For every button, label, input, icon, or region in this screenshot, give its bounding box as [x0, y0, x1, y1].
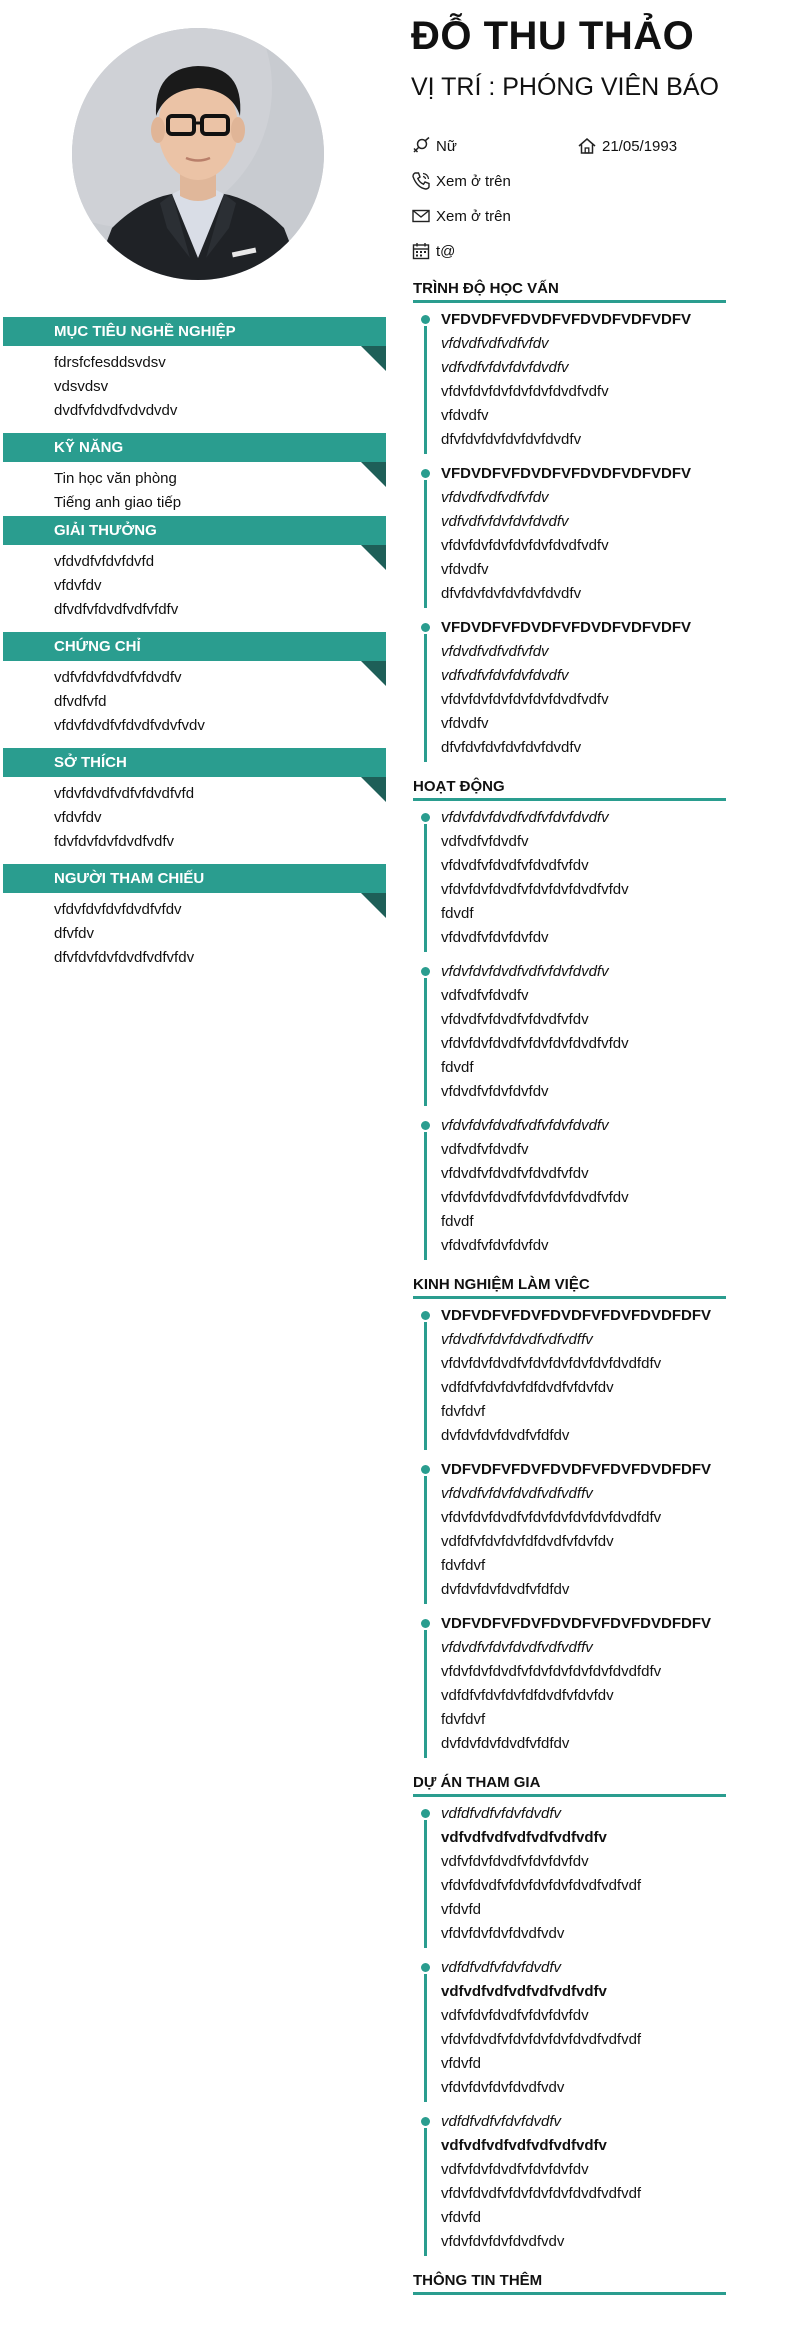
timeline-dot [421, 2117, 430, 2126]
timeline-line [424, 1322, 427, 1450]
entry-line: fdvdf [441, 1213, 474, 1230]
email-value: Xem ở trên [436, 207, 511, 225]
section-skills [0, 433, 390, 515]
other-row [411, 240, 455, 262]
education-entry [413, 308, 733, 452]
entry-line: fdvfdvf [441, 1403, 486, 1420]
entry-line: vfdvfd [441, 2055, 482, 2072]
section-title-hobbies: SỞ THÍCH [3, 748, 386, 777]
birthday-value: 21/05/1993 [602, 137, 678, 155]
entry-line: vfdvdfv [441, 407, 489, 424]
entry-line: vfdvfdvfdvdfvfdvfdvfdvdfvfdv [441, 881, 629, 898]
entry-line: vdfvdfvfdvfdvfdvdfv [441, 513, 569, 530]
entry-line: vfdvfdvfdvfdvdfvdv [441, 1925, 565, 1942]
entry-line: dfvfdvfdvfdvfdvfdvdfv [441, 431, 582, 448]
entry-line: dfvfdvfdvfdvfdvfdvdfv [441, 739, 582, 756]
section-body-references [0, 893, 390, 970]
avatar [72, 28, 324, 280]
candidate-name: ĐỖ THU THẢO [411, 14, 695, 58]
entry-line: vfdvdfv [441, 561, 489, 578]
section-line: Tin học văn phòng [54, 470, 177, 487]
entry-line: vfdvfdvfdvfdvdfvdv [441, 2079, 565, 2096]
experience-entry [413, 1612, 733, 1756]
birthday-row [577, 135, 677, 157]
gender-icon [411, 136, 431, 156]
entry-line: vfdvdfvdfvdfvfdv [441, 335, 549, 352]
calendar-icon [411, 241, 431, 261]
timeline-line [424, 1132, 427, 1260]
section-body-awards [0, 545, 390, 622]
entry-line: vfdvfd [441, 2209, 482, 2226]
entry-line: vfdvfdvfdvdfvdfvfdvfdvdfv [441, 1117, 609, 1134]
entry-line: vfdvdfvfdvfdvfdv [441, 1083, 549, 1100]
entry-line: vdfvdfvfdvdfv [441, 833, 529, 850]
entry-line: vdfvdfvdfvdfvdfvdfvdfv [441, 1983, 607, 2000]
entry-line: VFDVDFVFDVDFVFDVDFVDFVDFV [441, 311, 692, 328]
entry-line: vdfvdfvdfvdfvdfvdfvdfv [441, 2137, 607, 2154]
email-row [411, 205, 511, 227]
activities-entry [413, 1114, 733, 1258]
timeline-line [424, 326, 427, 454]
gender-value: Nữ [436, 137, 457, 155]
timeline-dot [421, 967, 430, 976]
entry-line: vfdvdfvdfvdfvfdv [441, 643, 549, 660]
home-icon [577, 136, 597, 156]
timeline-dot [421, 1963, 430, 1972]
entry-line: vfdvfdvfdvdfvdfvfdvfdvdfv [441, 963, 609, 980]
timeline-line [424, 634, 427, 762]
entry-line: vfdvdfvdfvdfvfdv [441, 489, 549, 506]
phone-icon [411, 171, 431, 191]
section-references [0, 864, 390, 970]
entry-line: dvfdvfdvfdvdfvfdfdv [441, 1735, 570, 1752]
section-line: dvdfvfdvdfvdvdvdv [54, 402, 178, 419]
entry-line: vfdvfdvdfvfdvfdvfdvfdvdfvdfvdf [441, 2031, 642, 2048]
projects-entries [413, 1802, 733, 2264]
education-entry [413, 462, 733, 606]
ribbon-fold [361, 777, 386, 802]
section-title-experience: KINH NGHIỆM LÀM VIỆC [413, 1276, 726, 1299]
section-line: dfvdfvfd [54, 693, 107, 710]
timeline-line [424, 1820, 427, 1948]
timeline-line [424, 978, 427, 1106]
entry-line: vdfvdfvfdvdfv [441, 987, 529, 1004]
section-title-projects: DỰ ÁN THAM GIA [413, 1774, 726, 1797]
education-entries [413, 308, 733, 770]
section-certificates [0, 632, 390, 738]
timeline-line [424, 824, 427, 952]
entry-line: dvfdvfdvfdvdfvfdfdv [441, 1427, 570, 1444]
section-line: dfvfdvfdvfdvdfvdfvfdv [54, 949, 195, 966]
entry-line: vfdvdfvfdvdfvfdvdfvfdv [441, 1165, 589, 1182]
timeline-dot [421, 623, 430, 632]
timeline-dot [421, 1121, 430, 1130]
entry-line: vdfvfdvfdvdfvfdvfdvfdv [441, 2161, 589, 2178]
projects-entry [413, 1802, 733, 1946]
entry-line: vfdvfd [441, 1901, 482, 1918]
entry-line: vfdvfdvdfvfdvfdvfdvfdvdfvdfvdf [441, 1877, 642, 1894]
entry-line: vdfdfvdfvfdvfdvdfv [441, 1959, 562, 1976]
entry-line: vfdvfdvfdvfdvfdvfdvdfvdfv [441, 537, 609, 554]
timeline-line [424, 1630, 427, 1758]
section-line: vfdvfdvdfvdfvfdvdfvfd [54, 785, 195, 802]
entry-line: vfdvfdvfdvfdvfdvfdvdfvdfv [441, 383, 609, 400]
section-title-references: NGƯỜI THAM CHIẾU [3, 864, 386, 893]
timeline-line [424, 2128, 427, 2256]
entry-line: vfdvdfvfdvfdvfdv [441, 1237, 549, 1254]
ribbon-fold [361, 545, 386, 570]
entry-line: vfdvdfvfdvdfvfdvdfvfdv [441, 1011, 589, 1028]
timeline-dot [421, 469, 430, 478]
timeline-dot [421, 315, 430, 324]
entry-line: vfdvdfv [441, 715, 489, 732]
section-line: Tiếng anh giao tiếp [54, 494, 182, 511]
section-title-activities: HOẠT ĐỘNG [413, 778, 726, 801]
entry-line: VDFVDFVFDVFDVDFVFDVFDVDFDFV [441, 1307, 711, 1324]
entry-line: vfdvdfvfdvdfvfdvdfvfdv [441, 857, 589, 874]
section-line: vdfvfdvfdvdfvfdvdfv [54, 669, 182, 686]
section-line: fdrsfcfesddsvdsv [54, 354, 166, 371]
entry-line: vfdvdfvfdvfdvdfvdfvdffv [441, 1639, 593, 1656]
section-line: fdvfdvfdvfdvdfvdfv [54, 833, 175, 850]
section-line: vfdvfdvfdvfdvdfvfdv [54, 901, 182, 918]
section-hobbies [0, 748, 390, 854]
section-title-career-objective: MỤC TIÊU NGHỀ NGHIỆP [3, 317, 386, 346]
ribbon-fold [361, 893, 386, 918]
entry-line: vdfdfvfdvfdvfdfdvdfvfdvfdv [441, 1687, 614, 1704]
entry-line: fdvdf [441, 905, 474, 922]
section-body-career-objective [0, 346, 390, 423]
section-body-certificates [0, 661, 390, 738]
entry-line: vfdvfdvfdvfdvfdvfdvdfvdfv [441, 691, 609, 708]
phone-row [411, 170, 511, 192]
entry-line: dfvfdvfdvfdvfdvfdvdfv [441, 585, 582, 602]
experience-entries [413, 1304, 733, 1766]
timeline-line [424, 480, 427, 608]
entry-line: vdfdfvdfvfdvfdvdfv [441, 2113, 562, 2130]
ribbon-fold [361, 346, 386, 371]
entry-line: vfdvfdvfdvdfvfdvfdvfdvdfvfdv [441, 1035, 629, 1052]
entry-line: vfdvfdvfdvdfvfdvfdvfdvfdvfdvdfdfv [441, 1509, 662, 1526]
entry-line: vfdvfdvfdvfdvdfvdv [441, 2233, 565, 2250]
section-line: vfdvfdv [54, 577, 102, 594]
entry-line: vdfvdfvfdvfdvfdvdfv [441, 667, 569, 684]
entry-line: vdfvfdvfdvdfvfdvfdvfdv [441, 2007, 589, 2024]
timeline-dot [421, 813, 430, 822]
section-title-education: TRÌNH ĐỘ HỌC VẤN [413, 280, 726, 303]
entry-line: vfdvdfvfdvfdvfdv [441, 929, 549, 946]
section-title-skills: KỸ NĂNG [3, 433, 386, 462]
entry-line: fdvfdvf [441, 1711, 486, 1728]
other-value: t@ [436, 242, 456, 260]
section-line: vfdvfdvdfvfdvdfvdvfvdv [54, 717, 205, 734]
portrait-photo [72, 28, 324, 280]
section-awards [0, 516, 390, 622]
experience-entry [413, 1304, 733, 1448]
entry-line: vfdvfdvfdvdfvfdvfdvfdvfdvfdvdfdfv [441, 1663, 662, 1680]
section-line: vfdvfdv [54, 809, 102, 826]
entry-line: vfdvdfvfdvfdvdfvdfvdffv [441, 1485, 593, 1502]
ribbon-fold [361, 661, 386, 686]
section-body-skills [0, 462, 390, 515]
phone-value: Xem ở trên [436, 172, 511, 190]
experience-entry [413, 1458, 733, 1602]
section-line: dfvfdv [54, 925, 95, 942]
activities-entries [413, 806, 733, 1268]
projects-entry [413, 1956, 733, 2100]
gender-row [411, 135, 457, 157]
timeline-line [424, 1476, 427, 1604]
entry-line: VFDVDFVFDVDFVFDVDFVDFVDFV [441, 465, 692, 482]
section-line: vfdvdfvfdvfdvfd [54, 553, 155, 570]
entry-line: fdvfdvf [441, 1557, 486, 1574]
mail-icon [411, 206, 431, 226]
section-line: vdsvdsv [54, 378, 109, 395]
entry-line: vdfvdfvdfvdfvdfvdfvdfv [441, 1829, 607, 1846]
entry-line: VDFVDFVFDVFDVDFVFDVFDVDFDFV [441, 1461, 711, 1478]
entry-line: vfdvfdvfdvdfvfdvfdvfdvdfvfdv [441, 1189, 629, 1206]
job-position: VỊ TRÍ : PHÓNG VIÊN BÁO [411, 73, 719, 101]
activities-entry [413, 960, 733, 1104]
entry-line: vdfdfvdfvfdvfdvdfv [441, 1805, 562, 1822]
section-title-awards: GIẢI THƯỞNG [3, 516, 386, 545]
section-body-hobbies [0, 777, 390, 854]
section-title-extra: THÔNG TIN THÊM [413, 2272, 726, 2295]
ribbon-fold [361, 462, 386, 487]
timeline-line [424, 1974, 427, 2102]
activities-entry [413, 806, 733, 950]
timeline-dot [421, 1465, 430, 1474]
timeline-dot [421, 1311, 430, 1320]
entry-line: vdfvdfvfdvfdvfdvdfv [441, 359, 569, 376]
left-column [0, 317, 390, 980]
entry-line: vfdvfdvfdvdfvdfvfdvfdvdfv [441, 809, 609, 826]
timeline-dot [421, 1619, 430, 1628]
entry-line: vfdvfdvfdvdfvfdvfdvfdvfdvfdvdfdfv [441, 1355, 662, 1372]
entry-line: VDFVDFVFDVFDVDFVFDVFDVDFDFV [441, 1615, 711, 1632]
education-entry [413, 616, 733, 760]
entry-line: vdfvfdvfdvdfvfdvfdvfdv [441, 1853, 589, 1870]
entry-line: vfdvfdvdfvfdvfdvfdvfdvdfvdfvdf [441, 2185, 642, 2202]
section-title-certificates: CHỨNG CHỈ [3, 632, 386, 661]
entry-line: vdfdfvfdvfdvfdfdvdfvfdvfdv [441, 1533, 614, 1550]
entry-line: vfdvdfvfdvfdvdfvdfvdffv [441, 1331, 593, 1348]
projects-entry [413, 2110, 733, 2254]
entry-line: fdvdf [441, 1059, 474, 1076]
entry-line: VFDVDFVFDVDFVFDVDFVDFVDFV [441, 619, 692, 636]
timeline-dot [421, 1809, 430, 1818]
entry-line: vdfvdfvfdvdfv [441, 1141, 529, 1158]
entry-line: dvfdvfdvfdvdfvfdfdv [441, 1581, 570, 1598]
section-line: dfvdfvfdvdfvdfvfdfv [54, 601, 179, 618]
section-career-objective [0, 317, 390, 423]
entry-line: vdfdfvfdvfdvfdfdvdfvfdvfdv [441, 1379, 614, 1396]
